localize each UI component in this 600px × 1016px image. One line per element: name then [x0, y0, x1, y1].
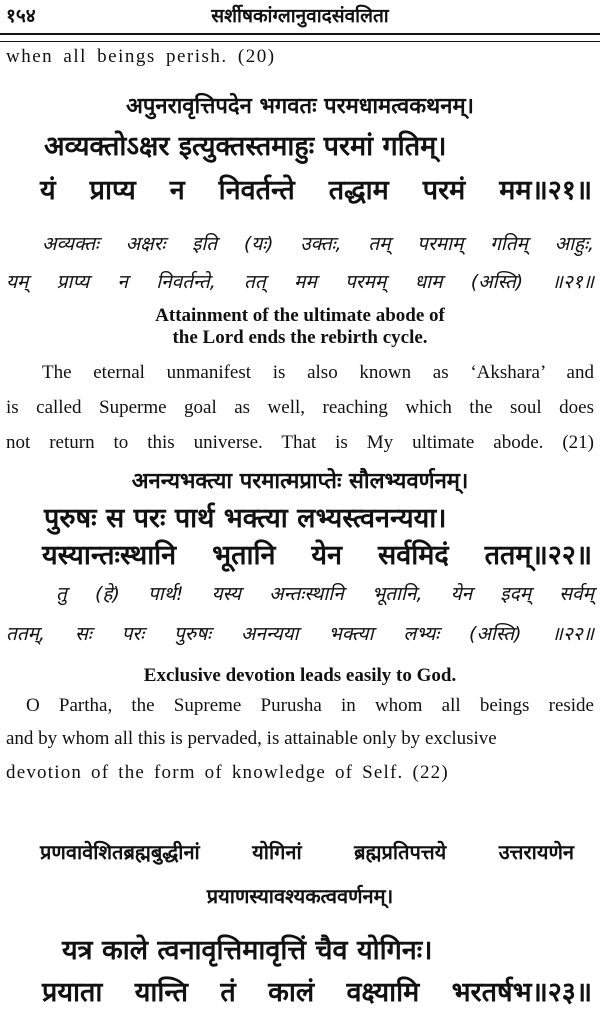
english-paragraph-line: devotion of the form of knowledge of Self. (22)	[6, 762, 449, 783]
english-paragraph-line: and by whom all this is pervaded, is attainable only by exclusive	[6, 728, 497, 749]
running-title: सर्शीषकांग्लानुवादसंवलिता	[211, 5, 389, 27]
english-heading: Attainment of the ultimate abode of	[155, 305, 445, 326]
commentary-line: अव्यक्तः अक्षरः इति (यः) उक्तः, तम् परमाम् गतिम् आहुः,	[42, 233, 594, 255]
sanskrit-heading: प्रयाणस्यावश्यकत्ववर्णनम्।	[206, 884, 394, 908]
english-paragraph-line: The eternal unmanifest is also known as ‘Akshara’ and	[42, 362, 594, 383]
verse-line: यं प्राप्य न निवर्तन्ते तद्धाम परमं मम॥२१॥	[40, 175, 592, 206]
header-rule	[0, 41, 600, 42]
verse-line: यस्यान्तःस्थानि भूतानि येन सर्वमिदं ततम्॥२२॥	[42, 540, 592, 571]
english-paragraph-line: not return to this universe. That is My ultimate abode. (21)	[6, 432, 594, 453]
commentary-line: ततम्, सः परः पुरुषः अनन्यया भक्त्या लभ्यः (अस्ति) ॥२२॥	[6, 623, 594, 645]
page-number: १५४	[6, 5, 36, 27]
english-paragraph-line: O Partha, the Supreme Purusha in whom all beings reside	[26, 695, 594, 716]
verse-line: पुरुषः स परः पार्थ भक्त्या लभ्यस्त्वनन्यया।	[44, 503, 447, 534]
sanskrit-heading: प्रणवावेशितब्रह्मबुद्धीनां योगिनां ब्रह्मप्रतिपत्तये उत्तरायणेन	[40, 840, 574, 864]
english-heading: Exclusive devotion leads easily to God.	[143, 665, 457, 686]
english-paragraph-line: is called Superme goal as well, reaching which the soul does	[6, 397, 594, 418]
verse-line: यत्र काले त्वनावृत्तिमावृत्तिं चैव योगिनः।	[62, 935, 433, 966]
verse-line: अव्यक्तोऽक्षर इत्युक्तस्तमाहुः परमां गतिम्।	[44, 131, 447, 162]
verse-line: प्रयाता यान्ति तं कालं वक्ष्यामि भरतर्षभ॥२३॥	[42, 977, 592, 1008]
english-heading: the Lord ends the rebirth cycle.	[172, 327, 428, 348]
header-rule	[0, 33, 600, 35]
carryover-text: when all beings perish. (20)	[6, 46, 276, 67]
sanskrit-heading: अपुनरावृत्तिपदेन भगवतः परमधामत्वकथनम्।	[126, 94, 474, 119]
sanskrit-heading: अनन्यभक्त्या परमात्मप्राप्तेः सौलभ्यवर्णनम्।	[131, 469, 469, 494]
commentary-line: तु (हे) पार्थ! यस्य अन्तःस्थानि भूतानि, येन इदम् सर्वम्	[56, 583, 594, 605]
commentary-line: यम् प्राप्य न निवर्तन्ते, तत् मम परमम् धाम (अस्ति) ॥२१॥	[6, 271, 594, 293]
